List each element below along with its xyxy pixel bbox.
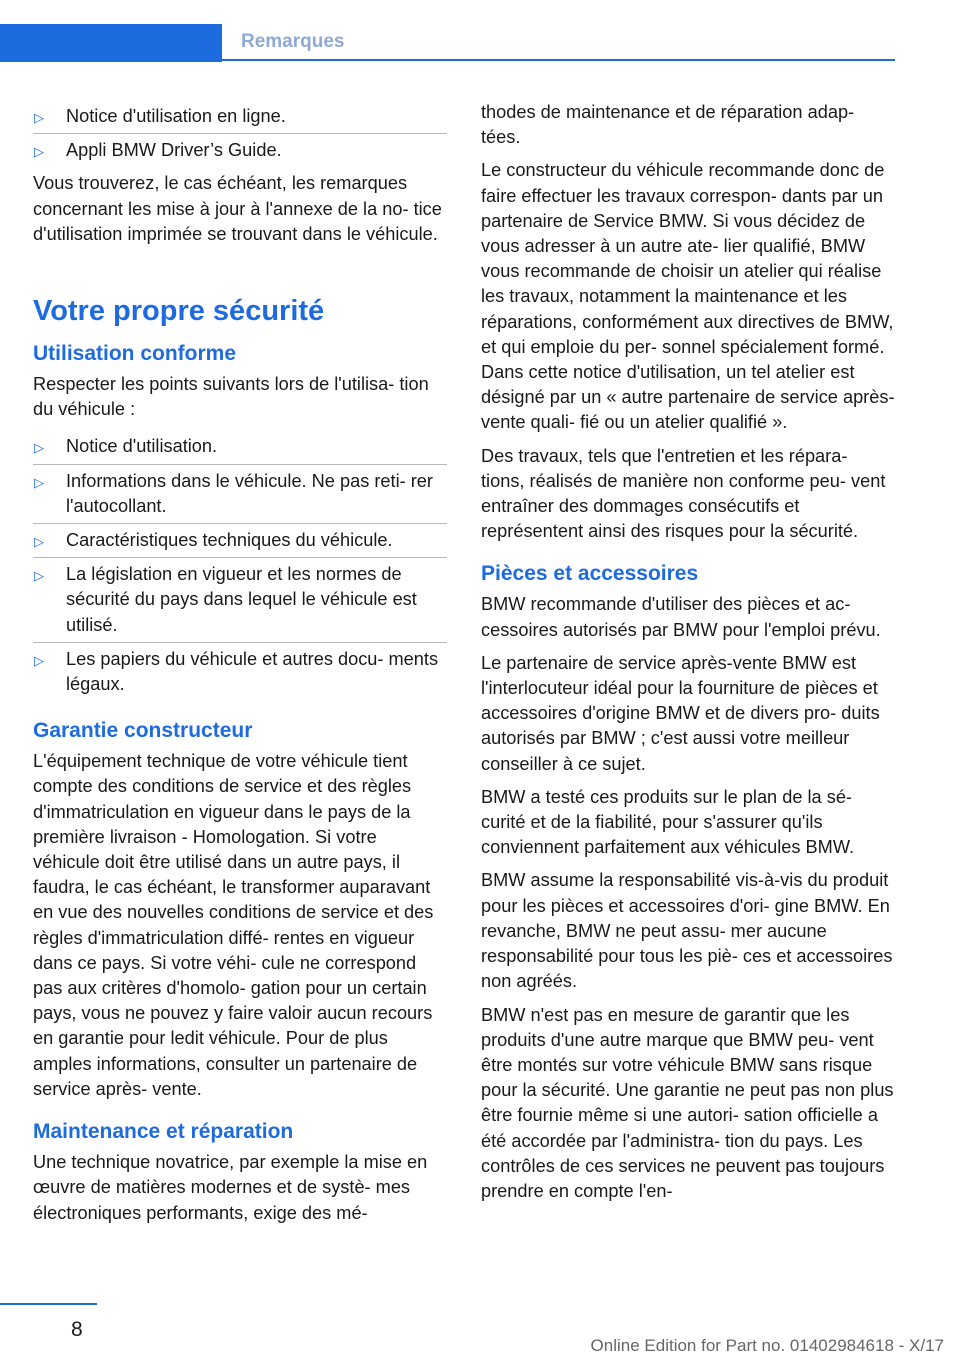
paragraph: BMW n'est pas en mesure de garantir que les produits d'une autre marque que BMW peu‐ vent être montés sur votre véhicule BMW sans risque pour la sécurité. Une garantie ne peut pas non plus être fournie même si une autori‐ sation officielle a été accordée par l'administra‐ tion du pays. Les contrôles de ces services ne peuvent pas toujours prendre en compte l'en‐ — [481, 1004, 894, 1201]
paragraph: BMW a testé ces produits sur le plan de la sé‐ curité et de la fiabilité, pour s'assurer qu'ils conviennent parfaitement aux véhicules BMW. — [481, 786, 855, 858]
subsection-title: Pièces et accessoires — [481, 562, 699, 586]
list-item-text: La législation en vigueur et les normes de sécurité du pays dans lequel le véhicule est utilisé. — [66, 564, 417, 635]
triangle-bullet-icon: ▷ — [34, 568, 44, 584]
page-number: 8 — [71, 1318, 83, 1341]
header-bar — [0, 24, 222, 62]
paragraph: Le partenaire de service après-vente BMW est l'interlocuteur idéal pour la fourniture de pièces et accessoires d'origine BMW et de divers pro‐ duits autorisés par BMW ; c'est aussi votre meilleur conseiller à ce sujet. — [481, 652, 880, 774]
paragraph: thodes de maintenance et de réparation adap‐ tées. — [481, 102, 855, 148]
list-item-text: Notice d'utilisation en ligne. — [66, 106, 286, 126]
list-item — [33, 100, 447, 133]
paragraph: Le constructeur du véhicule recommande donc de faire effectuer les travaux correspon‐ dants par un partenaire de Service BMW. Si vous décidez de vous adresser à un autre ate‐ lier qualifié, BMW vous recommande de choisir un atelier qui réalise les travaux, notamment la maintenance et les réparations, conformément aux directives de BMW, et qui emploie du per‐ sonnel spécialement formé. Dans cette notice d'utilisation, un tel atelier est désigné par un « autre partenaire de service après-vente quali‐ fié ou un atelier qualifié ». — [481, 160, 895, 433]
list-item — [33, 133, 447, 167]
list-item — [33, 464, 447, 523]
triangle-bullet-icon: ▷ — [34, 534, 44, 550]
list-item-text: Informations dans le véhicule. Ne pas reti‐ rer l'autocollant. — [66, 470, 433, 516]
right-column — [481, 100, 895, 1212]
triangle-bullet-icon: ▷ — [34, 474, 44, 490]
edition-note: Online Edition for Part no. 01402984618 - X/17 — [590, 1336, 944, 1355]
paragraph: Des travaux, tels que l'entretien et les répara‐ tions, réalisés de manière non conforme peu‐ vent entraîner des dommages consécutifs et représentent ainsi des risques pour la sécurité. — [481, 445, 886, 542]
list-item — [33, 557, 447, 642]
footer-rule — [0, 1303, 97, 1305]
subsection-title: Maintenance et réparation — [33, 1120, 294, 1144]
list-item-text: Appli BMW Driver’s Guide. — [66, 140, 282, 161]
paragraph: L'équipement technique de votre véhicule tient compte des conditions de service et des règles d'immatriculation en vigueur dans le pays de la première livraison - Homologation. Si votre véhicule doit être utilisé dans un autre pays, il faudra, le cas échéant, le transformer auparavant en vue des nouvelles conditions de service et des règles d'immatriculation diffé‐ rentes en vigueur dans ce pays. Si votre véhi‐ cule ne correspond pas aux critères d'homolo‐ gation pour un certain pays, vous ne pouvez y faire valoir aucun recours en garantie pour ledit véhicule. Pour de plus amples informations, consulter un partenaire de service après- vente. — [33, 751, 434, 1099]
left-column — [33, 100, 447, 1234]
section-title: Votre propre sécurité — [33, 295, 325, 328]
list-item-text: Caractéristiques techniques du véhicule. — [66, 530, 393, 551]
subsection-title: Garantie constructeur — [33, 719, 253, 743]
header-title: Remarques — [241, 31, 345, 52]
paragraph: BMW assume la responsabilité vis-à-vis du produit pour les pièces et accessoires d'ori‐ gine BMW. En revanche, BMW ne peut assu‐ mer aucune responsabilité pour tous les piè‐ ces et accessoires non agréés. — [481, 870, 893, 992]
paragraph: Respecter les points suivants lors de l'utilisa‐ tion du véhicule : — [33, 374, 429, 420]
paragraph: Vous trouverez, le cas échéant, les remarques concernant les mise à jour à l'annexe de la no‐ tice d'utilisation imprimée se trouvant dans le véhicule. — [33, 173, 442, 244]
list-item — [33, 430, 447, 463]
list-item-text: Notice d'utilisation. — [66, 436, 218, 457]
list-item — [33, 642, 447, 701]
list-item-text: Les papiers du véhicule et autres docu‐ ments légaux. — [66, 648, 439, 695]
paragraph: BMW recommande d'utiliser des pièces et ac‐ cessoires autorisés par BMW pour l'emploi prévu. — [481, 594, 881, 640]
list-item — [33, 523, 447, 557]
triangle-bullet-icon: ▷ — [34, 110, 44, 125]
triangle-bullet-icon: ▷ — [34, 144, 44, 160]
triangle-bullet-icon: ▷ — [34, 440, 44, 456]
triangle-bullet-icon: ▷ — [34, 652, 44, 668]
header-rule — [222, 59, 895, 61]
subsection-title: Utilisation conforme — [33, 342, 237, 366]
paragraph: Une technique novatrice, par exemple la mise en œuvre de matières modernes et de systè‐ mes électroniques performants, exige des mé‐ — [33, 1152, 428, 1223]
